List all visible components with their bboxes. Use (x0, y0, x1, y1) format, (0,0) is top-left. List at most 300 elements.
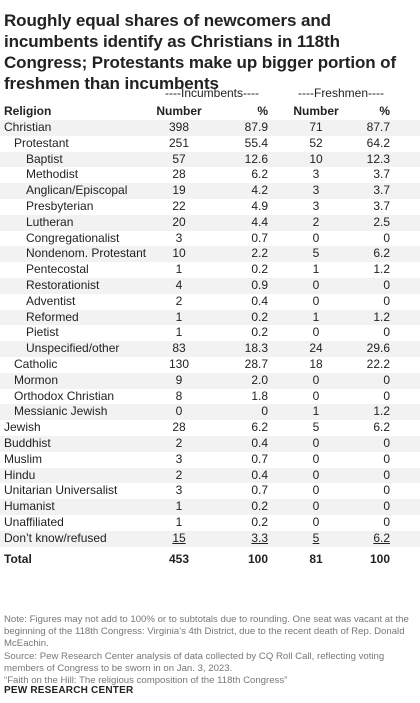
freshmen-number: 0 (312, 325, 320, 340)
freshmen-number: 0 (312, 514, 320, 529)
freshmen-percent-header: % (379, 104, 390, 118)
freshmen-number-cell (288, 531, 344, 547)
incumbents-percent-cell (222, 294, 268, 310)
religion-name: Don’t know/refused (4, 530, 107, 545)
incumbents-percent-cell (222, 452, 268, 468)
table-row (0, 215, 420, 231)
religion-name: Muslim (4, 451, 42, 466)
table-row (0, 246, 420, 262)
source-text: Source: Pew Research Center analysis of data collected by CQ Roll Call, reflecting voting members of Congress to be sworn in on Jan. 3, 2023. (4, 650, 385, 674)
religion-name: Baptist (26, 151, 63, 166)
incumbents-number-cell (150, 294, 208, 310)
freshmen-percent: 0 (383, 467, 390, 482)
freshmen-number-cell (288, 262, 344, 278)
freshmen-percent-cell (344, 531, 390, 547)
note-text: Note: Figures may not add to 100% or to subtotals due to rounding. One seat was vacant at the beginning of the 118th Congress: Virginia’s 4th District, due to the recent death of Rep. Donald McEachin. (4, 614, 409, 650)
freshmen-percent-cell (344, 373, 390, 389)
incumbents-number-cell (150, 231, 208, 247)
incumbents-number: 1 (175, 309, 183, 324)
total-row (0, 550, 420, 568)
freshmen-number-cell (288, 294, 344, 310)
freshmen-number: 0 (312, 435, 320, 450)
freshmen-number-cell (288, 136, 344, 152)
incumbents-percent: 0.9 (251, 277, 268, 292)
table-row (0, 468, 420, 484)
incumbents-number: 28 (172, 167, 186, 182)
freshmen-percent: 2.5 (373, 214, 390, 229)
freshmen-percent: 0 (383, 483, 390, 498)
religion-table (0, 120, 420, 568)
religion-name-cell (4, 499, 55, 515)
incumbents-percent-cell (222, 483, 268, 499)
freshmen-number: 0 (312, 451, 320, 466)
incumbents-number-cell (150, 357, 208, 373)
freshmen-number-cell (288, 183, 344, 199)
religion-name: Protestant (14, 135, 69, 150)
incumbents-percent: 0.2 (251, 309, 268, 324)
incumbents-percent: 18.3 (244, 341, 268, 356)
incumbents-percent-cell (222, 515, 268, 531)
incumbents-percent-cell (222, 341, 268, 357)
freshmen-percent: 29.6 (366, 341, 390, 356)
freshmen-percent: 12.3 (366, 151, 390, 166)
freshmen-number-cell (288, 152, 344, 168)
religion-name-cell (14, 357, 57, 373)
freshmen-number-cell (288, 452, 344, 468)
incumbents-percent: 0.4 (251, 467, 268, 482)
freshmen-percent-cell (344, 404, 390, 420)
incumbents-percent: 87.9 (244, 120, 268, 134)
religion-name: Anglican/Episcopal (26, 183, 128, 198)
incumbents-percent: 0.4 (251, 293, 268, 308)
incumbents-number: 2 (175, 435, 183, 450)
incumbents-number-cell (150, 468, 208, 484)
freshmen-percent-cell (344, 499, 390, 515)
freshmen-percent: 0 (383, 325, 390, 340)
incumbents-number-cell (150, 515, 208, 531)
freshmen-percent: 0 (383, 499, 390, 514)
freshmen-number: 1 (312, 404, 320, 419)
incumbents-percent: 2.0 (251, 372, 268, 387)
freshmen-number: 18 (309, 356, 323, 371)
table-row (0, 278, 420, 294)
freshmen-percent: 64.2 (366, 135, 390, 150)
religion-name-cell (4, 468, 35, 484)
freshmen-percent-cell (344, 278, 390, 294)
incumbents-percent-cell (222, 468, 268, 484)
incumbents-percent: 6.2 (251, 420, 268, 435)
religion-name-cell (26, 183, 127, 199)
incumbents-percent-cell (222, 325, 268, 341)
freshmen-number-cell (288, 515, 344, 531)
freshmen-percent-cell (344, 452, 390, 468)
table-row (0, 183, 420, 199)
incumbents-number: 3 (175, 451, 183, 466)
freshmen-number: 5 (312, 420, 320, 435)
incumbents-number: 4 (175, 277, 183, 292)
incumbents-number-cell (150, 404, 208, 420)
religion-name-cell (26, 310, 79, 326)
incumbents-number: 1 (175, 325, 183, 340)
incumbents-percent: 4.9 (251, 198, 268, 213)
incumbents-number: 1 (175, 499, 183, 514)
freshmen-percent: 3.7 (373, 183, 390, 198)
incumbents-percent-cell (222, 167, 268, 183)
religion-name: Unaffiliated (4, 514, 64, 529)
incumbents-percent: 4.4 (251, 214, 268, 229)
religion-name: Buddhist (4, 435, 51, 450)
freshmen-number-cell (288, 120, 344, 136)
freshmen-percent-cell (344, 167, 390, 183)
incumbents-percent-cell (222, 389, 268, 405)
incumbents-percent: 0.2 (251, 514, 268, 529)
freshmen-percent: 0 (383, 435, 390, 450)
incumbents-number-cell (150, 325, 208, 341)
freshmen-number-cell (288, 278, 344, 294)
freshmen-number: 1 (312, 309, 320, 324)
freshmen-percent: 100 (369, 551, 390, 566)
table-row (0, 499, 420, 515)
freshmen-number: 3 (312, 198, 320, 213)
freshmen-number: 5 (312, 530, 320, 545)
freshmen-percent-cell (344, 483, 390, 499)
brand-logo-text: PEW RESEARCH CENTER (4, 685, 134, 696)
freshmen-number: 0 (312, 499, 320, 514)
religion-name-cell (26, 231, 119, 247)
incumbents-percent-cell (222, 550, 268, 568)
incumbents-percent-cell (222, 278, 268, 294)
table-row (0, 262, 420, 278)
religion-name: Mormon (14, 372, 59, 387)
table-row (0, 152, 420, 168)
religion-name-cell (14, 389, 114, 405)
incumbents-number-cell (150, 152, 208, 168)
religion-name: Lutheran (26, 214, 74, 229)
freshmen-percent: 22.2 (366, 356, 390, 371)
incumbents-number: 1 (175, 262, 183, 277)
incumbents-percent: 12.6 (244, 151, 268, 166)
freshmen-number: 10 (309, 151, 323, 166)
incumbents-percent-cell (222, 136, 268, 152)
religion-column-header: Religion (4, 104, 52, 118)
religion-name-cell (26, 199, 93, 215)
freshmen-number: 0 (312, 388, 320, 403)
freshmen-percent: 0 (383, 372, 390, 387)
incumbents-percent: 2.2 (251, 246, 268, 261)
religion-name-cell (26, 294, 75, 310)
incumbents-number: 57 (172, 151, 186, 166)
freshmen-number-cell (288, 389, 344, 405)
religion-name-cell (4, 436, 51, 452)
incumbents-percent-cell (222, 183, 268, 199)
incumbents-percent: 0.7 (251, 451, 268, 466)
incumbents-number: 83 (172, 341, 186, 356)
incumbents-number-cell (150, 215, 208, 231)
table-row (0, 294, 420, 310)
incumbents-number: 3 (175, 483, 183, 498)
table-row (0, 167, 420, 183)
religion-name-cell (26, 167, 78, 183)
religion-name-cell (14, 136, 69, 152)
incumbents-percent: 28.7 (244, 356, 268, 371)
freshmen-number-cell (288, 499, 344, 515)
freshmen-number: 0 (312, 483, 320, 498)
incumbents-number: 22 (172, 198, 186, 213)
incumbents-number-cell (150, 531, 208, 547)
freshmen-number-cell (288, 404, 344, 420)
freshmen-percent: 6.2 (373, 530, 390, 545)
table-row (0, 357, 420, 373)
incumbents-number: 20 (172, 214, 186, 229)
religion-name-cell (26, 215, 73, 231)
incumbents-percent: 0.7 (251, 483, 268, 498)
table-row (0, 325, 420, 341)
freshmen-percent-cell (344, 199, 390, 215)
freshmen-number: 0 (312, 277, 320, 292)
religion-name-cell (4, 550, 32, 568)
table-row (0, 136, 420, 152)
religion-name-cell (4, 452, 42, 468)
freshmen-number-header: Number (293, 104, 339, 118)
freshmen-percent-cell (344, 341, 390, 357)
incumbents-number: 9 (175, 372, 183, 387)
freshmen-number: 5 (312, 246, 320, 261)
incumbents-percent: 1.8 (251, 388, 268, 403)
incumbents-percent-cell (222, 499, 268, 515)
incumbents-percent: 3.3 (251, 530, 268, 545)
religion-name: Christian (4, 120, 52, 134)
figure-title: Roughly equal shares of newcomers and incumbents identify as Christians in 118th Congress; Protestants make up bigger portion of freshmen than incumbents (4, 11, 397, 93)
incumbents-number-cell (150, 136, 208, 152)
incumbents-number-cell (150, 499, 208, 515)
incumbents-percent-cell (222, 246, 268, 262)
religion-name: Orthodox Christian (14, 388, 115, 403)
incumbents-number-cell (150, 483, 208, 499)
freshmen-percent-cell (344, 183, 390, 199)
religion-name: Humanist (4, 499, 55, 514)
incumbents-group-header: ----Incumbents---- (165, 86, 260, 100)
incumbents-number-cell (150, 246, 208, 262)
freshmen-percent-cell (344, 136, 390, 152)
incumbents-number: 398 (168, 120, 190, 134)
freshmen-number-cell (288, 325, 344, 341)
table-row (0, 483, 420, 499)
table-row (0, 531, 420, 547)
freshmen-percent: 1.2 (373, 309, 390, 324)
table-row (0, 373, 420, 389)
religion-name-cell (26, 341, 119, 357)
freshmen-number: 1 (312, 262, 320, 277)
incumbents-number-cell (150, 278, 208, 294)
freshmen-percent: 87.7 (366, 120, 390, 134)
religion-name-cell (26, 152, 63, 168)
freshmen-number-cell (288, 246, 344, 262)
freshmen-percent-cell (344, 215, 390, 231)
incumbents-number-header: Number (156, 104, 202, 118)
incumbents-percent-cell (222, 199, 268, 215)
incumbents-number-cell (150, 262, 208, 278)
freshmen-number: 0 (312, 467, 320, 482)
incumbents-percent-cell (222, 404, 268, 420)
religion-name: Congregationalist (26, 230, 120, 245)
incumbents-percent-cell (222, 120, 268, 136)
incumbents-percent-cell (222, 420, 268, 436)
freshmen-number-cell (288, 420, 344, 436)
table-row (0, 404, 420, 420)
freshmen-percent-cell (344, 262, 390, 278)
incumbents-number-cell (150, 389, 208, 405)
freshmen-percent-cell (344, 515, 390, 531)
freshmen-number: 24 (309, 341, 323, 356)
incumbents-percent-cell (222, 215, 268, 231)
incumbents-number-cell (150, 420, 208, 436)
incumbents-number-cell (150, 436, 208, 452)
freshmen-percent: 0 (383, 388, 390, 403)
freshmen-percent: 1.2 (373, 404, 390, 419)
religion-name-cell (26, 246, 146, 262)
table-row (0, 452, 420, 468)
religion-name: Pentecostal (26, 262, 89, 277)
freshmen-percent-cell (344, 152, 390, 168)
freshmen-number: 2 (312, 214, 320, 229)
table-row (0, 436, 420, 452)
religion-name: Unitarian Universalist (4, 483, 118, 498)
incumbents-percent-header: % (257, 104, 268, 118)
incumbents-percent-cell (222, 152, 268, 168)
religion-name: Adventist (26, 293, 76, 308)
incumbents-number: 3 (175, 230, 183, 245)
table-row (0, 420, 420, 436)
religion-name-cell (4, 120, 51, 136)
freshmen-number-cell (288, 215, 344, 231)
freshmen-number-cell (288, 436, 344, 452)
freshmen-percent-cell (344, 246, 390, 262)
incumbents-number-cell (150, 310, 208, 326)
religion-name: Reformed (26, 309, 79, 324)
religion-name: Pietist (26, 325, 59, 340)
freshmen-percent-cell (344, 550, 390, 568)
notes (4, 614, 414, 687)
freshmen-percent-cell (344, 120, 390, 136)
incumbents-percent: 55.4 (244, 135, 268, 150)
incumbents-number-cell (150, 120, 208, 136)
freshmen-percent: 6.2 (373, 246, 390, 261)
incumbents-number-cell (150, 452, 208, 468)
freshmen-number: 0 (312, 372, 320, 387)
freshmen-percent: 3.7 (373, 198, 390, 213)
freshmen-number-cell (288, 468, 344, 484)
religion-name-cell (4, 483, 117, 499)
freshmen-percent: 3.7 (373, 167, 390, 182)
religion-name: Methodist (26, 167, 79, 182)
freshmen-number-cell (288, 199, 344, 215)
incumbents-number: 453 (168, 551, 190, 566)
religion-name-cell (14, 404, 107, 420)
religion-name-cell (4, 531, 107, 547)
freshmen-percent-cell (344, 420, 390, 436)
incumbents-number: 15 (172, 530, 186, 545)
incumbents-number-cell (150, 199, 208, 215)
incumbents-number: 19 (172, 183, 186, 198)
freshmen-group-header: ----Freshmen---- (298, 86, 384, 100)
religion-name: Jewish (4, 420, 41, 435)
incumbents-number: 10 (172, 246, 186, 261)
freshmen-percent: 6.2 (373, 420, 390, 435)
incumbents-percent: 0.7 (251, 230, 268, 245)
table-row (0, 310, 420, 326)
freshmen-percent: 0 (383, 514, 390, 529)
incumbents-percent: 0.2 (251, 325, 268, 340)
incumbents-percent: 6.2 (251, 167, 268, 182)
incumbents-number: 0 (175, 404, 183, 419)
report-title: “Faith on the Hill: The religious composition of the 118th Congress” (4, 675, 288, 687)
freshmen-number: 0 (312, 230, 320, 245)
freshmen-percent-cell (344, 468, 390, 484)
freshmen-number-cell (288, 167, 344, 183)
freshmen-percent: 0 (383, 293, 390, 308)
religion-name: Restorationist (26, 277, 100, 292)
incumbents-number: 2 (175, 293, 183, 308)
religion-name-cell (4, 515, 64, 531)
incumbents-percent: 0.2 (251, 262, 268, 277)
incumbents-number-cell (150, 167, 208, 183)
freshmen-percent-cell (344, 436, 390, 452)
freshmen-number-cell (288, 550, 344, 568)
freshmen-number-cell (288, 310, 344, 326)
religion-name-cell (14, 373, 58, 389)
religion-name-cell (26, 262, 89, 278)
incumbents-percent: 0.4 (251, 435, 268, 450)
religion-name: Nondenom. Protestant (26, 246, 147, 261)
incumbents-percent-cell (222, 436, 268, 452)
incumbents-number: 1 (175, 514, 183, 529)
table-row (0, 389, 420, 405)
incumbents-percent: 0 (261, 404, 268, 419)
incumbents-percent: 0.2 (251, 499, 268, 514)
incumbents-number: 8 (175, 388, 183, 403)
religion-name-cell (26, 278, 99, 294)
freshmen-number: 81 (309, 551, 323, 566)
incumbents-number: 130 (168, 356, 190, 371)
incumbents-percent: 4.2 (251, 183, 268, 198)
freshmen-percent-cell (344, 231, 390, 247)
freshmen-number: 3 (312, 167, 320, 182)
religion-name: Total (4, 551, 32, 566)
freshmen-number: 52 (309, 135, 323, 150)
freshmen-percent-cell (344, 310, 390, 326)
incumbents-number-cell (150, 183, 208, 199)
freshmen-number-cell (288, 373, 344, 389)
freshmen-percent: 0 (383, 451, 390, 466)
incumbents-number: 251 (168, 135, 190, 150)
incumbents-percent-cell (222, 231, 268, 247)
freshmen-number-cell (288, 483, 344, 499)
incumbents-number-cell (150, 341, 208, 357)
freshmen-percent: 0 (383, 230, 390, 245)
table-row (0, 120, 420, 136)
freshmen-percent-cell (344, 389, 390, 405)
freshmen-percent-cell (344, 294, 390, 310)
religion-name: Unspecified/other (26, 341, 120, 356)
freshmen-number: 0 (312, 293, 320, 308)
incumbents-number: 2 (175, 467, 183, 482)
religion-name: Messianic Jewish (14, 404, 108, 419)
table-row (0, 341, 420, 357)
freshmen-number: 71 (309, 120, 323, 134)
religion-name-cell (4, 420, 41, 436)
incumbents-percent-cell (222, 373, 268, 389)
table-row (0, 515, 420, 531)
